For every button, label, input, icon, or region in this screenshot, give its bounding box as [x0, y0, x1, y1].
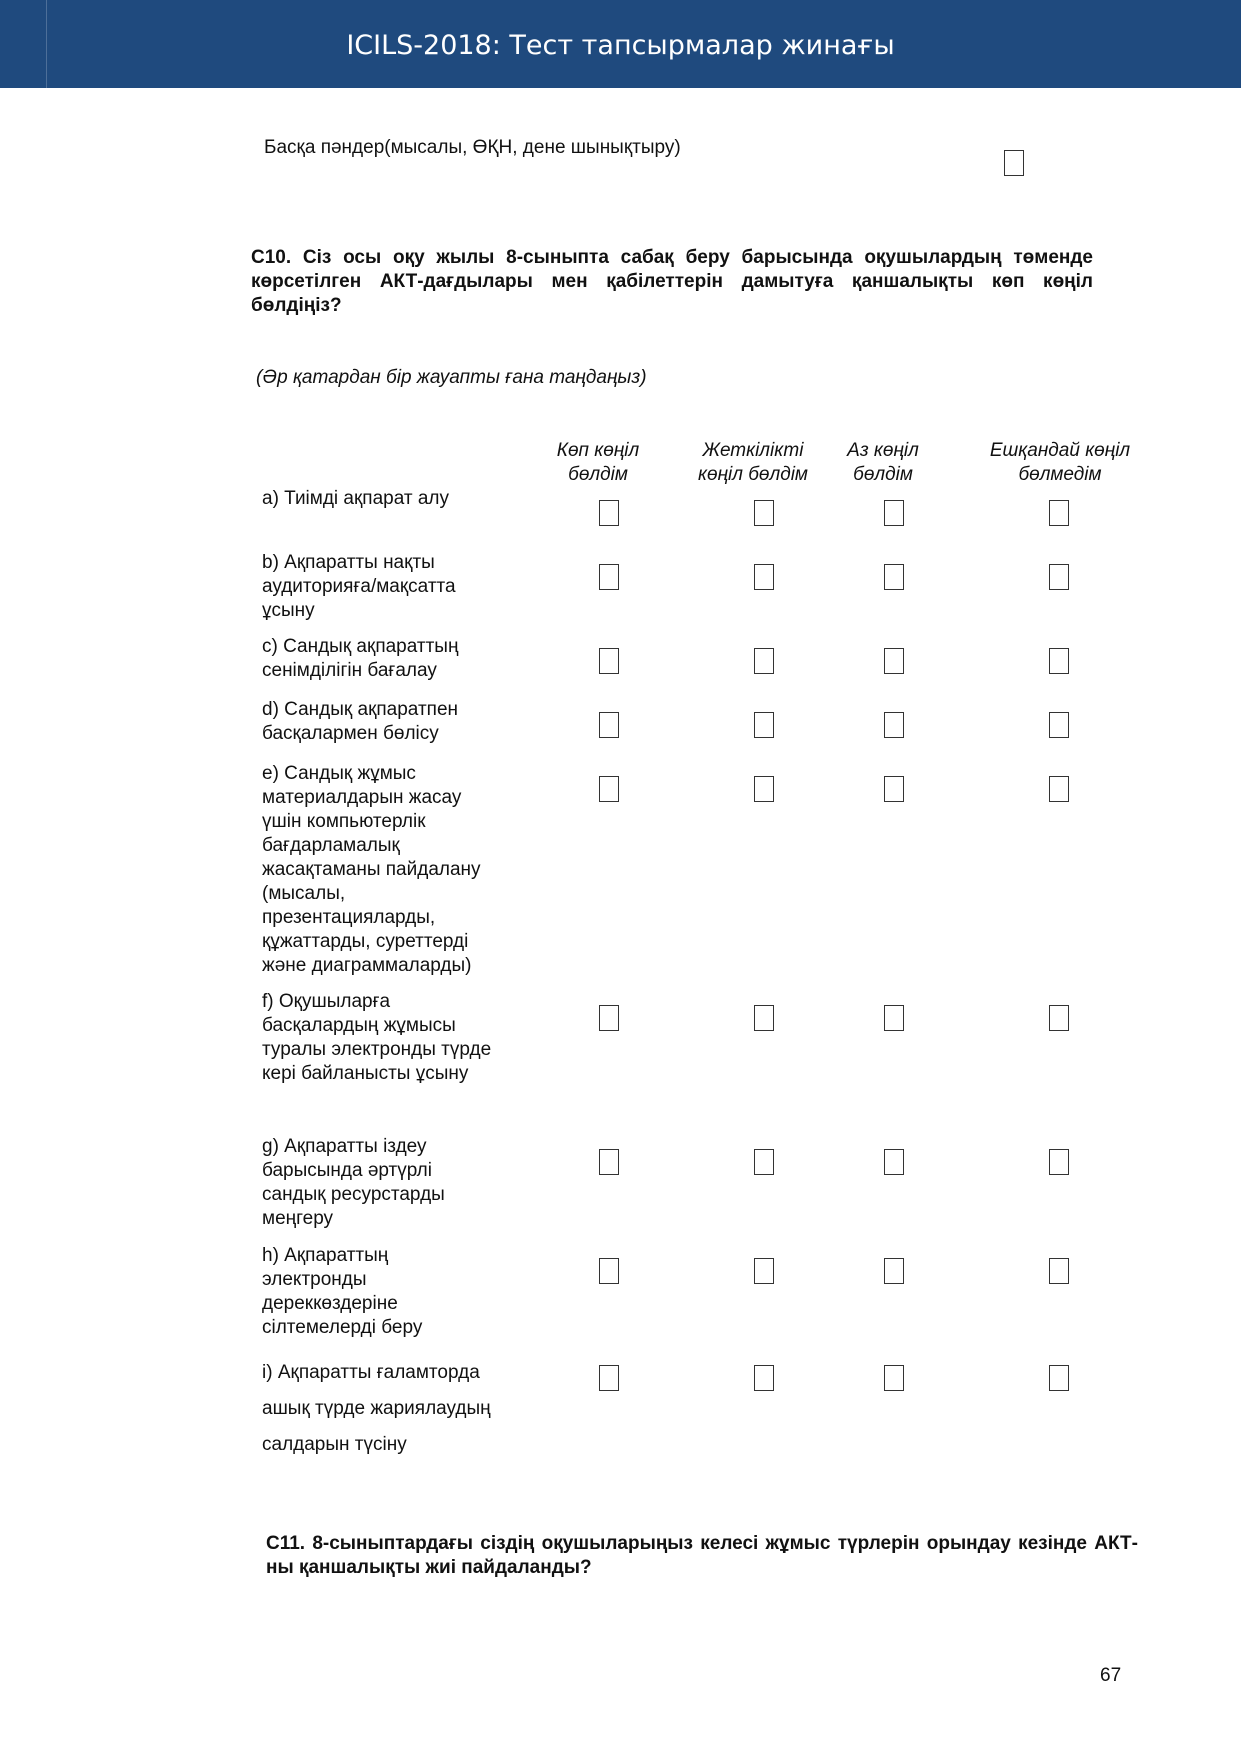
- other-subjects-label: Басқа пәндер(мысалы, ӨҚН, дене шынықтыру): [264, 137, 681, 158]
- checkbox-c-none[interactable]: [1049, 648, 1069, 674]
- checkbox-g-enough[interactable]: [754, 1149, 774, 1175]
- page-header: [0, 0, 1241, 88]
- checkbox-a-much[interactable]: [599, 500, 619, 526]
- checkbox-i-none[interactable]: [1049, 1365, 1069, 1391]
- page-number: 67: [1100, 1665, 1122, 1686]
- checkbox-f-little[interactable]: [884, 1005, 904, 1031]
- checkbox-f-enough[interactable]: [754, 1005, 774, 1031]
- checkbox-a-enough[interactable]: [754, 500, 774, 526]
- checkbox-a-none[interactable]: [1049, 500, 1069, 526]
- checkbox-f-none[interactable]: [1049, 1005, 1069, 1031]
- checkbox-h-much[interactable]: [599, 1258, 619, 1284]
- checkbox-c-much[interactable]: [599, 648, 619, 674]
- checkbox-e-little[interactable]: [884, 776, 904, 802]
- checkbox-b-enough[interactable]: [754, 564, 774, 590]
- checkbox-a-little[interactable]: [884, 500, 904, 526]
- column-header-little-attention: Аз көңіл бөлдім: [847, 440, 919, 485]
- column-header-enough-attention: Жеткілікті көңіл бөлдім: [698, 440, 808, 485]
- checkbox-e-much[interactable]: [599, 776, 619, 802]
- row-label-g: g) Ақпаратты іздеу барысында әртүрлі сандық ресурстарды меңгеру: [262, 1136, 445, 1229]
- checkbox-i-little[interactable]: [884, 1365, 904, 1391]
- checkbox-b-little[interactable]: [884, 564, 904, 590]
- checkbox-e-enough[interactable]: [754, 776, 774, 802]
- checkbox-d-much[interactable]: [599, 712, 619, 738]
- row-label-f: f) Оқушыларға басқалардың жұмысы туралы электронды түрде кері байланысты ұсыну: [262, 991, 492, 1084]
- checkbox-b-none[interactable]: [1049, 564, 1069, 590]
- question-c11-text: С11. 8-сыныптардағы сіздің оқушыларыңыз келесі жұмыс түрлерін орындау кезінде АКТ-ны қаншалықты жиі пайдаланды?: [266, 1533, 1138, 1578]
- checkbox-f-much[interactable]: [599, 1005, 619, 1031]
- checkbox-c-enough[interactable]: [754, 648, 774, 674]
- row-label-c: c) Сандық ақпараттың сенімділігін бағалау: [262, 636, 459, 681]
- column-header-no-attention: Ешқандай көңіл бөлмедім: [989, 440, 1131, 485]
- checkbox-i-enough[interactable]: [754, 1365, 774, 1391]
- question-c10-instruction: (Әр қатардан бір жауапты ғана таңдаңыз): [256, 367, 647, 388]
- checkbox-i-much[interactable]: [599, 1365, 619, 1391]
- header-title: ICILS-2018: Тест тапсырмалар жинағы: [346, 30, 895, 61]
- row-label-d: d) Сандық ақпаратпен басқалармен бөлісу: [262, 699, 459, 744]
- row-label-e: e) Сандық жұмыс материалдарын жасау үшін компьютерлік бағдарламалық жасақтаманы пайдалану (мысалы, презентацияларды, құжаттарды, суреттерді және диаграммаларды): [262, 763, 481, 976]
- question-c10-text: С10. Сіз осы оқу жылы 8-сыныпта сабақ беру барысында оқушылардың төменде көрсетілген АКТ-дағдылары мен қабілеттерін дамытуға қаншалықты көп көңіл бөлдіңіз?: [251, 247, 1093, 316]
- checkbox-d-none[interactable]: [1049, 712, 1069, 738]
- checkbox-d-enough[interactable]: [754, 712, 774, 738]
- row-label-b: b) Ақпаратты нақты аудиторияға/мақсатта ұсыну: [262, 552, 456, 621]
- checkbox-h-none[interactable]: [1049, 1258, 1069, 1284]
- row-label-i: i) Ақпаратты ғаламторда ашық түрде жариялаудың салдарын түсіну: [262, 1362, 491, 1455]
- row-label-a: a) Тиімді ақпарат алу: [262, 488, 450, 509]
- other-subjects-checkbox[interactable]: [1004, 150, 1024, 176]
- checkbox-c-little[interactable]: [884, 648, 904, 674]
- checkbox-g-little[interactable]: [884, 1149, 904, 1175]
- row-label-h: h) Ақпараттың электронды дереккөздеріне сілтемелерді беру: [262, 1245, 423, 1338]
- checkbox-g-none[interactable]: [1049, 1149, 1069, 1175]
- column-header-much-attention: Көп көңіл бөлдім: [556, 440, 640, 485]
- checkbox-e-none[interactable]: [1049, 776, 1069, 802]
- checkbox-g-much[interactable]: [599, 1149, 619, 1175]
- checkbox-h-enough[interactable]: [754, 1258, 774, 1284]
- checkbox-d-little[interactable]: [884, 712, 904, 738]
- checkbox-h-little[interactable]: [884, 1258, 904, 1284]
- checkbox-b-much[interactable]: [599, 564, 619, 590]
